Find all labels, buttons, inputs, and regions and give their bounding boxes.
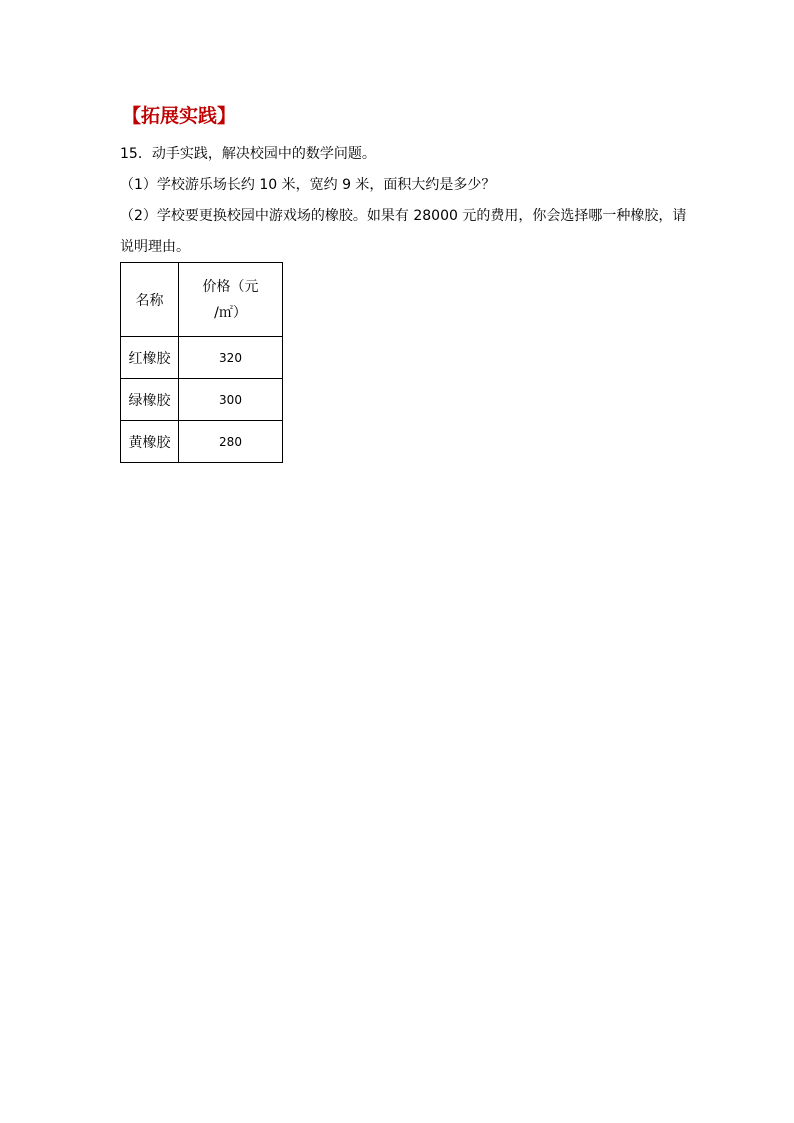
header-name-cell xyxy=(121,263,179,337)
header-price-cell xyxy=(179,263,283,337)
row-name-cell xyxy=(121,379,179,421)
row-price-cell xyxy=(179,337,283,379)
rubber-price: 280 xyxy=(219,434,242,449)
header-price-line-2: /㎡） xyxy=(214,304,247,321)
table-row xyxy=(121,379,283,421)
table-row xyxy=(121,421,283,463)
question-part-2-line-2: 说明理由。 xyxy=(120,239,190,255)
row-price-cell xyxy=(179,421,283,463)
row-name-cell xyxy=(121,337,179,379)
rubber-name: 红橡胶 xyxy=(128,350,171,367)
row-name-cell xyxy=(121,421,179,463)
table-header-row xyxy=(121,263,283,337)
header-name: 名称 xyxy=(135,292,164,309)
price-table xyxy=(120,262,283,463)
row-price-cell xyxy=(179,379,283,421)
question-part-2-line-1: （2）学校要更换校园中游戏场的橡胶。如果有 28000 元的费用，你会选择哪一种橡胶，请 xyxy=(120,208,687,224)
table-row xyxy=(121,337,283,379)
rubber-name: 黄橡胶 xyxy=(128,434,171,451)
question-part-1: （1）学校游乐场长约 10 米，宽约 9 米，面积大约是多少？ xyxy=(120,177,496,193)
section-title: 【拓展实践】 xyxy=(122,105,237,127)
rubber-name: 绿橡胶 xyxy=(128,392,171,409)
header-price-line-1: 价格（元 xyxy=(202,278,259,295)
question-stem: 15．动手实践，解决校园中的数学问题。 xyxy=(120,146,376,162)
rubber-price: 300 xyxy=(219,392,242,407)
rubber-price: 320 xyxy=(219,350,242,365)
